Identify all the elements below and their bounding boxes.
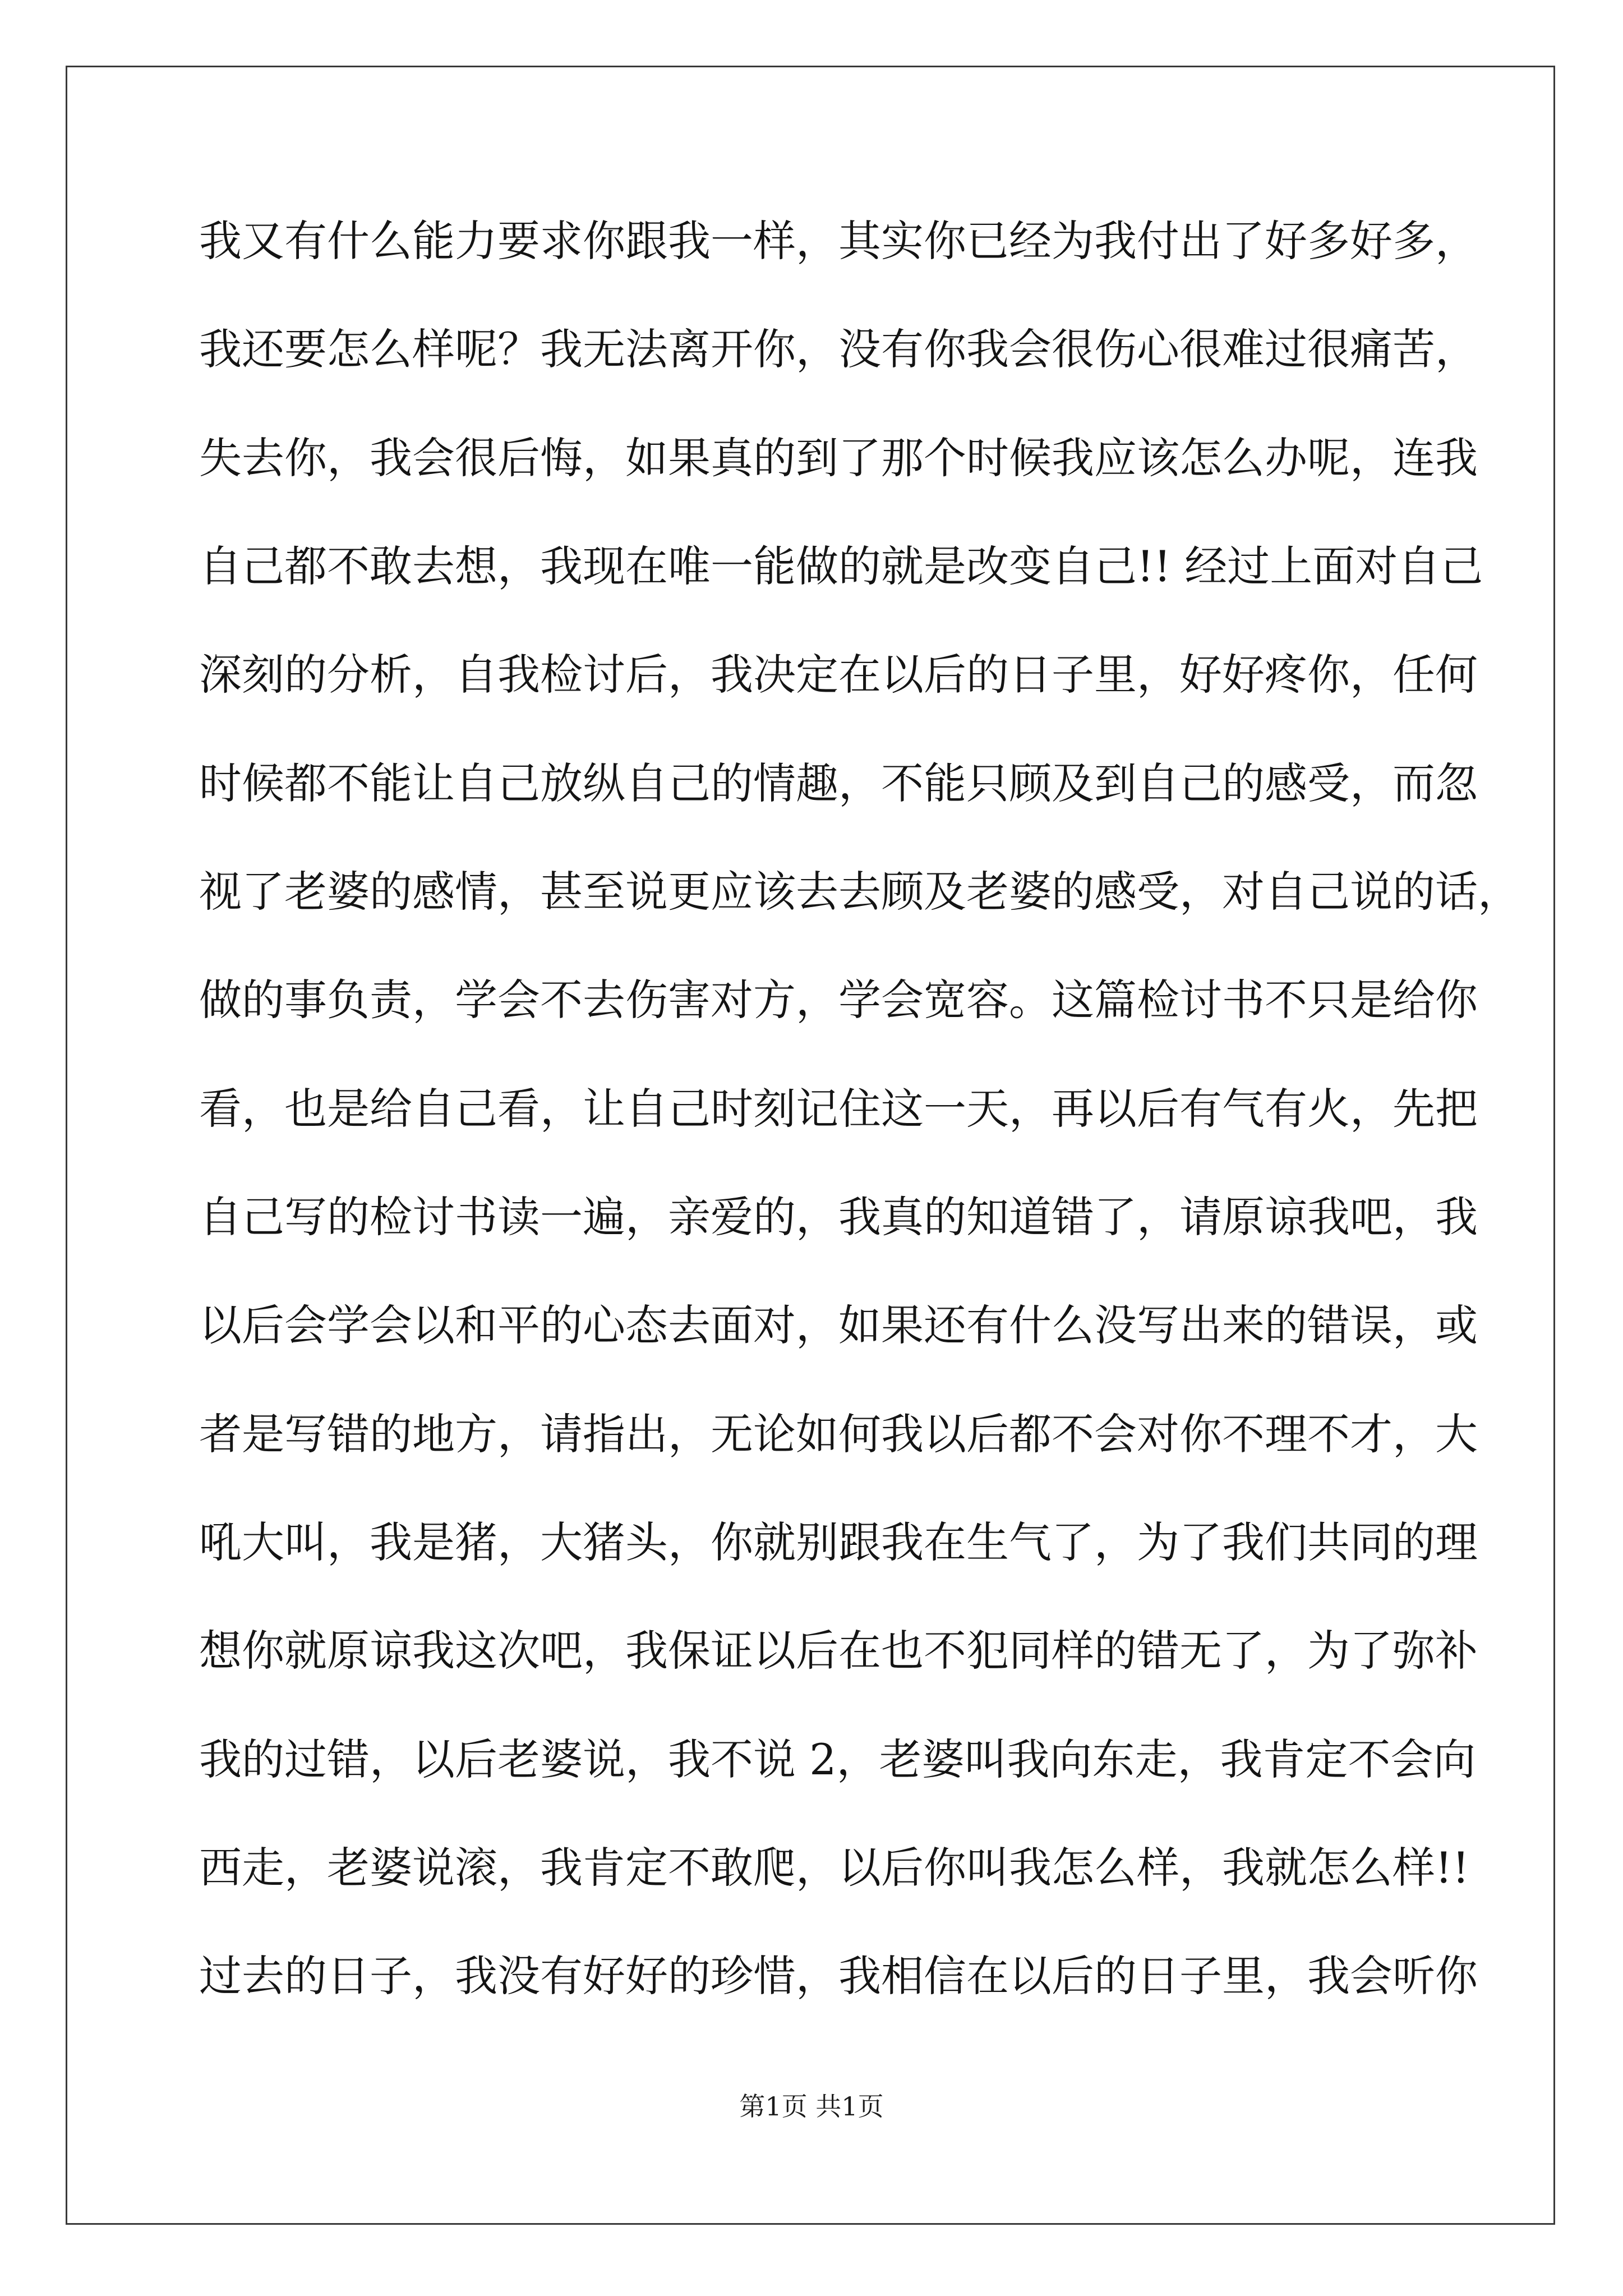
text-line: 时候都不能让自己放纵自己的情趣，不能只顾及到自己的感受，而忽 xyxy=(199,758,1478,808)
text-line: 我还要怎么样呢？我无法离开你，没有你我会很伤心很难过很痛苦， xyxy=(199,324,1478,374)
text-line: 深刻的分析，自我检讨后，我决定在以后的日子里，好好疼你，任何 xyxy=(199,650,1478,700)
text-line: 视了老婆的感情，甚至说更应该去去顾及老婆的感受，对自己说的话， xyxy=(199,867,1520,917)
text-line: 我的过错，以后老婆说，我不说 2，老婆叫我向东走，我肯定不会向 xyxy=(199,1734,1476,1784)
text-line: 者是写错的地方，请指出，无论如何我以后都不会对你不理不才，大 xyxy=(199,1409,1478,1459)
text-line: 失去你，我会很后悔，如果真的到了那个时候我应该怎么办呢，连我 xyxy=(199,433,1478,483)
text-line: 过去的日子，我没有好好的珍惜，我相信在以后的日子里，我会听你 xyxy=(199,1951,1478,2001)
text-line: 我又有什么能力要求你跟我一样，其实你已经为我付出了好多好多， xyxy=(199,216,1478,266)
text-line: 以后会学会以和平的心态去面对，如果还有什么没写出来的错误，或 xyxy=(199,1300,1478,1350)
text-line: 做的事负责，学会不去伤害对方，学会宽容。这篇检讨书不只是给你 xyxy=(199,975,1478,1025)
text-line: 吼大叫，我是猪，大猪头，你就别跟我在生气了，为了我们共同的理 xyxy=(199,1517,1478,1567)
page-number-footer: 第1页 共1页 xyxy=(739,2091,884,2122)
page-border xyxy=(66,66,1555,2225)
text-line: 自己写的检讨书读一遍，亲爱的，我真的知道错了，请原谅我吧，我 xyxy=(199,1192,1478,1242)
text-line: 想你就原谅我这次吧，我保证以后在也不犯同样的错无了，为了弥补 xyxy=(199,1626,1478,1676)
text-line: 看，也是给自己看，让自己时刻记住这一天，再以后有气有火，先把 xyxy=(199,1084,1478,1134)
text-line: 自己都不敢去想，我现在唯一能做的就是改变自己!! 经过上面对自己 xyxy=(199,541,1483,591)
text-line: 西走，老婆说滚，我肯定不敢爬，以后你叫我怎么样，我就怎么样!! xyxy=(199,1843,1470,1893)
